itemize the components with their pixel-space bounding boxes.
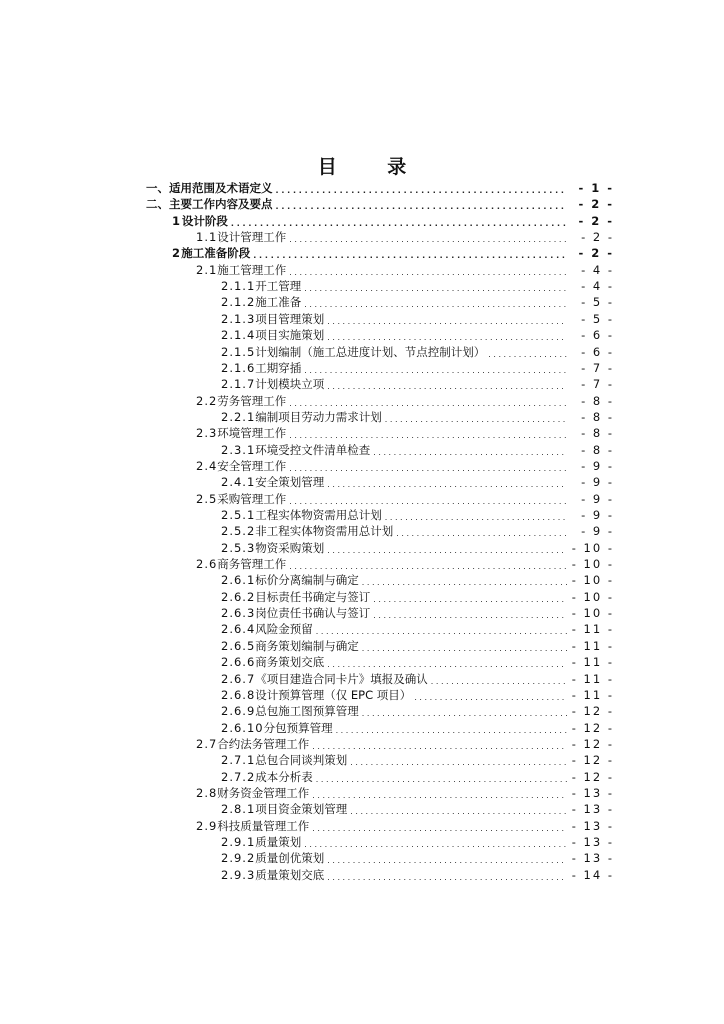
toc-entry[interactable] [221,834,614,850]
toc-entry-number: 2.9.1 [221,835,256,849]
toc-dot-leader [350,756,567,768]
toc-dot-leader [327,854,567,866]
toc-entry[interactable] [221,278,614,294]
toc-dot-leader [327,478,567,490]
toc-dot-leader [289,429,567,441]
toc-entry-text: 分包预算管理 [263,720,333,735]
toc-dot-leader [327,544,567,556]
toc-entry-number: 一、 [146,181,169,195]
toc-entry[interactable] [221,360,614,376]
toc-dot-leader [373,593,567,605]
toc-dot-leader [231,217,567,229]
toc-title: 目 录 [317,156,429,178]
toc-dot-leader [385,413,567,425]
toc-entry-page: - 1 - [578,181,614,195]
toc-entry-number: 2.5 [196,491,218,506]
toc-dot-leader [289,462,567,474]
toc-entry-number: 2.5.2 [221,524,256,539]
toc-entry[interactable] [221,605,614,621]
toc-entry-number: 2.5.1 [221,508,256,522]
toc-dot-leader [276,200,568,212]
toc-dot-leader [289,495,567,507]
toc-entry-number: 2.2 [196,393,218,408]
toc-entry-text: 质量策划交底 [255,867,325,882]
toc-entry[interactable] [221,769,614,785]
toc-entry-text: 设计预算管理（仅 EPC 项目） [255,687,412,702]
toc-entry[interactable] [221,671,614,687]
toc-entry-page: - 5 - [581,295,614,310]
toc-entry-text: 设计管理工作 [217,230,287,245]
toc-entry-number: 2.7.2 [221,769,256,784]
toc-entry-number: 2.6.5 [221,638,256,653]
toc-entry-text: 财务资金管理工作 [217,785,310,800]
toc-entry[interactable] [221,540,614,556]
toc-entry-number: 2.1.3 [221,311,256,326]
toc-entry[interactable] [196,425,614,441]
toc-entry[interactable] [196,458,614,474]
toc-dot-leader [327,658,567,670]
toc-entry-text: 适用范围及术语定义 [169,181,273,195]
toc-entry-number: 2.6 [196,557,218,572]
toc-entry-number: 2.9 [196,818,218,833]
toc-entry[interactable] [221,409,614,425]
toc-entry[interactable] [221,801,614,817]
toc-entry-page: - 8 - [581,409,614,424]
toc-entry-text: 编制项目劳动力需求计划 [255,409,382,424]
toc-entry-number: 2.4 [196,458,218,473]
toc-entry-page: - 13 - [571,802,614,817]
toc-entry-text: 质量创优策划 [255,851,325,866]
toc-dot-leader [327,315,567,327]
toc-entry[interactable] [196,262,614,278]
toc-entry[interactable] [172,213,614,229]
toc-entry-page: - 9 - [581,524,614,539]
toc-entry-text: 物资采购策划 [255,540,325,555]
toc-entry-number: 1 [172,213,181,228]
toc-entry-number: 2.6.1 [221,573,256,588]
toc-entry-page: - 6 - [581,344,614,359]
toc-entry-text: 开工管理 [255,279,302,294]
toc-entry-text: 目标责任书确定与签订 [255,589,371,604]
toc-entry-text: 质量策划 [255,835,302,849]
toc-entry-page: - 2 - [578,213,614,228]
toc-entry-text: 工程实体物资需用总计划 [255,508,382,522]
toc-entry[interactable] [221,294,614,310]
toc-entry-text: 安全管理工作 [217,458,287,473]
toc-dot-leader [362,576,567,588]
toc-entry-page: - 2 - [581,230,614,245]
toc-dot-leader [414,691,567,703]
toc-entry-page: - 13 - [571,851,614,866]
toc-entry-text: 项目管理策划 [255,311,325,326]
toc-entry-number: 2.1.2 [221,295,256,310]
toc-entry[interactable] [221,867,614,883]
toc-dot-leader [431,675,567,687]
toc-entry-number: 2.7.1 [221,753,256,768]
toc-entry-page: - 8 - [581,393,614,408]
toc-entry-number: 2.6.10 [221,720,264,735]
toc-entry-number: 2.1.7 [221,377,256,392]
toc-dot-leader [304,298,567,310]
toc-entry[interactable] [221,850,614,866]
toc-entry[interactable] [221,311,614,327]
toc-entry-number: 2.6.2 [221,589,256,604]
toc-entry-page: - 13 - [571,835,614,849]
toc-entry-text: 工期穿插 [255,360,302,375]
toc-entry[interactable] [196,556,614,572]
toc-dot-leader [304,364,567,376]
toc-dot-leader [385,511,567,523]
toc-entry-number: 2.3 [196,426,218,441]
toc-dot-leader [327,871,567,883]
toc-entry-page: - 9 - [581,458,614,473]
toc-entry-text: 劳务管理工作 [217,393,287,408]
toc-entry-text: 风险金预留 [255,622,313,637]
toc-entry[interactable] [221,344,614,360]
toc-entry-number: 二、 [146,197,169,212]
toc-entry-page: - 13 - [571,785,614,800]
toc-entry-number: 2.6.8 [221,687,256,702]
toc-entry-page: - 9 - [581,508,614,522]
toc-entry[interactable] [221,507,614,523]
toc-dot-leader [316,773,567,785]
toc-dot-leader [312,789,567,801]
toc-entry-number: 2.8.1 [221,802,256,817]
toc-entry-number: 2.6.6 [221,655,256,670]
toc-entry[interactable] [221,621,614,637]
toc-entry[interactable] [146,180,614,196]
toc-entry-number: 2.2.1 [221,409,256,424]
toc-entry[interactable] [196,818,614,834]
toc-entry[interactable] [221,687,614,703]
toc-entry-page: - 12 - [571,736,614,751]
toc-dot-leader [289,266,567,278]
toc-entry-text: 非工程实体物资需用总计划 [255,524,394,539]
toc-entry-page: - 11 - [571,671,614,686]
toc-entry-text: 施工准备阶段 [181,246,251,261]
toc-dot-leader [373,446,567,458]
toc-entry-page: - 14 - [571,867,614,882]
toc-dot-leader [289,560,567,572]
toc-entry-page: - 8 - [581,426,614,441]
toc-entry-text: 计划编制（施工总进度计划、节点控制计划） [255,344,486,359]
toc-dot-leader [396,527,567,539]
toc-dot-leader [327,380,567,392]
toc-entry-text: 项目资金策划管理 [255,802,348,817]
toc-dot-leader [362,642,567,654]
toc-entry-page: - 10 - [571,606,614,621]
toc-entry-text: 总包施工图预算管理 [255,704,359,719]
toc-dot-leader [350,805,567,817]
toc-entry-page: - 10 - [571,557,614,572]
toc-entry-number: 2.9.2 [221,851,256,866]
toc-dot-leader [336,724,567,736]
toc-entry-number: 2.8 [196,785,218,800]
toc-dot-leader [373,609,567,621]
toc-entry-text: 环境受控文件清单检查 [255,442,371,457]
toc-entry[interactable] [221,572,614,588]
toc-dot-leader [312,740,567,752]
toc-entry[interactable] [221,474,614,490]
toc-dot-leader [304,838,567,850]
toc-entry[interactable] [221,442,614,458]
toc-entry-page: - 10 - [571,589,614,604]
toc-entry-page: - 10 - [571,573,614,588]
toc-entry-number: 2.1.4 [221,328,256,343]
toc-entry-number: 2.5.3 [221,540,256,555]
toc-entry[interactable] [172,245,614,261]
toc-entry-page: - 2 - [578,246,614,261]
toc-dot-leader [304,282,567,294]
toc-entry-number: 2.4.1 [221,475,256,490]
toc-entry-number: 2.9.3 [221,867,256,882]
toc-entry-page: - 11 - [571,655,614,670]
toc-entry[interactable] [221,327,614,343]
toc-entry-page: - 6 - [581,328,614,343]
toc-entry-text: 科技质量管理工作 [217,818,310,833]
toc-entry-text: 总包合同谈判策划 [255,753,348,768]
toc-entry-text: 施工管理工作 [217,262,287,277]
toc-entry[interactable] [221,752,614,768]
toc-entry-text: 岗位责任书确认与签订 [255,606,371,621]
toc-dot-leader [312,822,567,834]
toc-entry-number: 2.1.6 [221,360,256,375]
toc-entry-page: - 12 - [571,753,614,768]
toc-entry[interactable] [221,376,614,392]
toc-entry-text: 《项目建造合同卡片》填报及确认 [255,671,428,686]
toc-entry-text: 施工准备 [255,295,302,310]
toc-dot-leader [289,233,567,245]
toc-entry-page: - 4 - [581,262,614,277]
toc-entry[interactable] [196,785,614,801]
toc-entry[interactable] [221,523,614,539]
toc-entry[interactable] [196,491,614,507]
toc-entry-text: 项目实施策划 [255,328,325,343]
toc-dot-leader [289,397,567,409]
toc-entry-page: - 9 - [581,475,614,490]
toc-dot-leader [488,348,567,360]
toc-entry-number: 2.3.1 [221,442,256,457]
toc-dot-leader [327,331,567,343]
toc-entry-text: 标价分离编制与确定 [255,573,359,588]
toc-entry-page: - 12 - [571,704,614,719]
toc-entry-page: - 12 - [571,769,614,784]
toc-entry[interactable] [196,229,614,245]
toc-dot-leader [316,625,567,637]
toc-entry-text: 商务策划交底 [255,655,325,670]
toc-entry-page: - 7 - [581,360,614,375]
toc-entry[interactable] [221,589,614,605]
toc-entry-page: - 13 - [571,818,614,833]
toc-entry-text: 环境管理工作 [217,426,287,441]
toc-entry-text: 安全策划管理 [255,475,325,490]
toc-entry-page: - 11 - [571,622,614,637]
toc-entry-number: 2.6.3 [221,606,256,621]
toc-entry-text: 主要工作内容及要点 [169,197,273,212]
toc-entry-page: - 5 - [581,311,614,326]
toc-entry[interactable] [146,196,614,212]
toc-entry-number: 2.6.4 [221,622,256,637]
toc-entry-number: 2 [172,246,181,261]
toc-entry-text: 商务策划编制与确定 [255,638,359,653]
toc-entry-number: 2.7 [196,736,218,751]
toc-entry[interactable] [196,736,614,752]
toc-entry-text: 商务管理工作 [217,557,287,572]
toc-entry[interactable] [221,720,614,736]
toc-entry-page: - 10 - [571,540,614,555]
toc-entry-text: 合约法务管理工作 [217,736,310,751]
toc-entry-page: - 7 - [581,377,614,392]
toc-entry-page: - 11 - [571,687,614,702]
toc-entry[interactable] [221,703,614,719]
toc-entry-number: 2.6.7 [221,671,256,686]
toc-entry-page: - 9 - [581,491,614,506]
toc-entry-page: - 8 - [581,442,614,457]
toc-dot-leader [276,184,568,196]
toc-entry-text: 成本分析表 [255,769,313,784]
toc-entry-text: 采购管理工作 [217,491,287,506]
toc-entry-page: - 12 - [571,720,614,735]
toc-entry-page: - 4 - [581,279,614,294]
toc-dot-leader [362,707,567,719]
toc-entry[interactable] [196,393,614,409]
toc-entry[interactable] [221,638,614,654]
toc-entry-page: - 2 - [578,197,614,212]
toc-entry-number: 2.1.5 [221,344,256,359]
toc-entry-number: 2.1.1 [221,279,256,294]
toc-entry-number: 1.1 [196,230,218,245]
toc-entry-text: 计划模块立项 [255,377,325,392]
toc-entry-number: 2.6.9 [221,704,256,719]
toc-dot-leader [253,249,567,261]
toc-entry-number: 2.1 [196,262,218,277]
toc-entry-page: - 11 - [571,638,614,653]
toc-entry-text: 设计阶段 [181,213,228,228]
toc-entry[interactable] [221,654,614,670]
